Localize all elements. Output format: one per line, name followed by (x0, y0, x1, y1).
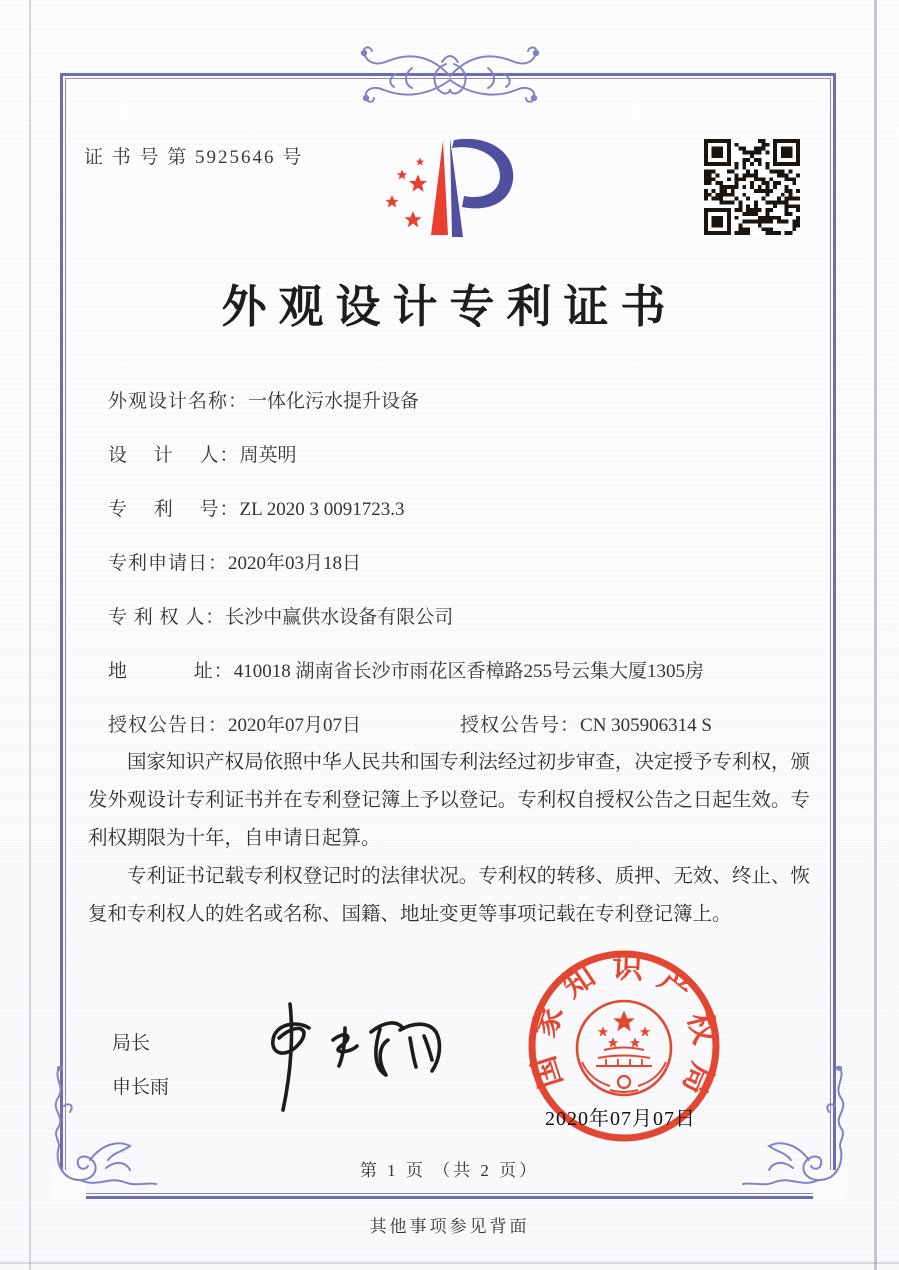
legal-paragraph-2: 专利证书记载专利权登记时的法律状况。专利权的转移、质押、无效、终止、恢复和专利权人的姓名或名称、国籍、地址变更等事项记载在专利登记簿上。 (88, 866, 810, 925)
field-value: 2020年03月18日 (228, 553, 362, 574)
field-label: 外观设计名称： (108, 391, 249, 412)
legal-text (88, 744, 810, 934)
field-patentee (108, 602, 828, 629)
page-number: 第 1 页 （共 2 页） (359, 1161, 540, 1180)
field-label: 专 利 号： (108, 499, 240, 520)
certificate-number: 证 书 号 第 5925646 号 (84, 147, 304, 168)
field-grant-row (108, 710, 828, 737)
field-grant-number (460, 710, 712, 737)
field-label: 授权公告日： (108, 715, 229, 736)
top-flourish-ornament-icon (320, 40, 580, 112)
field-label: 地 址： (108, 661, 234, 682)
field-label: 授权公告号： (460, 715, 581, 736)
field-design-name (108, 386, 828, 413)
cnipa-logo-icon (366, 126, 566, 266)
qr-code (704, 139, 800, 235)
legal-paragraph-1: 国家知识产权局依照中华人民共和国专利法经过初步审查，决定授予专利权，颁发外观设计专利证书并在专利登记簿上予以登记。专利权自授权公告之日起生效。专利权期限为十年，自申请日起算。 (88, 752, 810, 849)
field-value: 2020年07月07日 (228, 715, 362, 736)
field-value: 长沙中赢供水设备有限公司 (225, 607, 454, 628)
director-title-label: 局长 (112, 1033, 151, 1054)
field-value: 周英明 (239, 445, 297, 466)
certificate-title: 外观设计专利证书 (221, 282, 678, 332)
director-name: 申长雨 (112, 1077, 170, 1098)
field-value: 410018 湖南省长沙市雨花区香樟路255号云集大厦1305房 (233, 661, 705, 682)
seal-text: 国家知识产权局 (525, 949, 723, 1100)
field-value: ZL 2020 3 0091723.3 (239, 499, 405, 520)
field-label: 专 利 权 人： (108, 607, 226, 628)
scan-edge-left (29, 0, 31, 1270)
field-filing-date (108, 548, 828, 575)
seal-date: 2020年07月07日 (545, 1108, 696, 1130)
scan-edge-right (874, 0, 877, 1270)
field-address (108, 656, 828, 683)
field-value: 一体化污水提升设备 (248, 391, 420, 412)
director-signature-icon (233, 996, 473, 1114)
field-designer (108, 440, 828, 467)
field-value: CN 305906314 S (580, 715, 712, 736)
back-side-note: 其他事项参见背面 (369, 1217, 530, 1236)
field-label: 设 计 人： (108, 445, 240, 466)
field-label: 专利申请日： (108, 553, 229, 574)
scan-edge-bottom (0, 1262, 899, 1264)
field-patent-number (108, 494, 828, 521)
